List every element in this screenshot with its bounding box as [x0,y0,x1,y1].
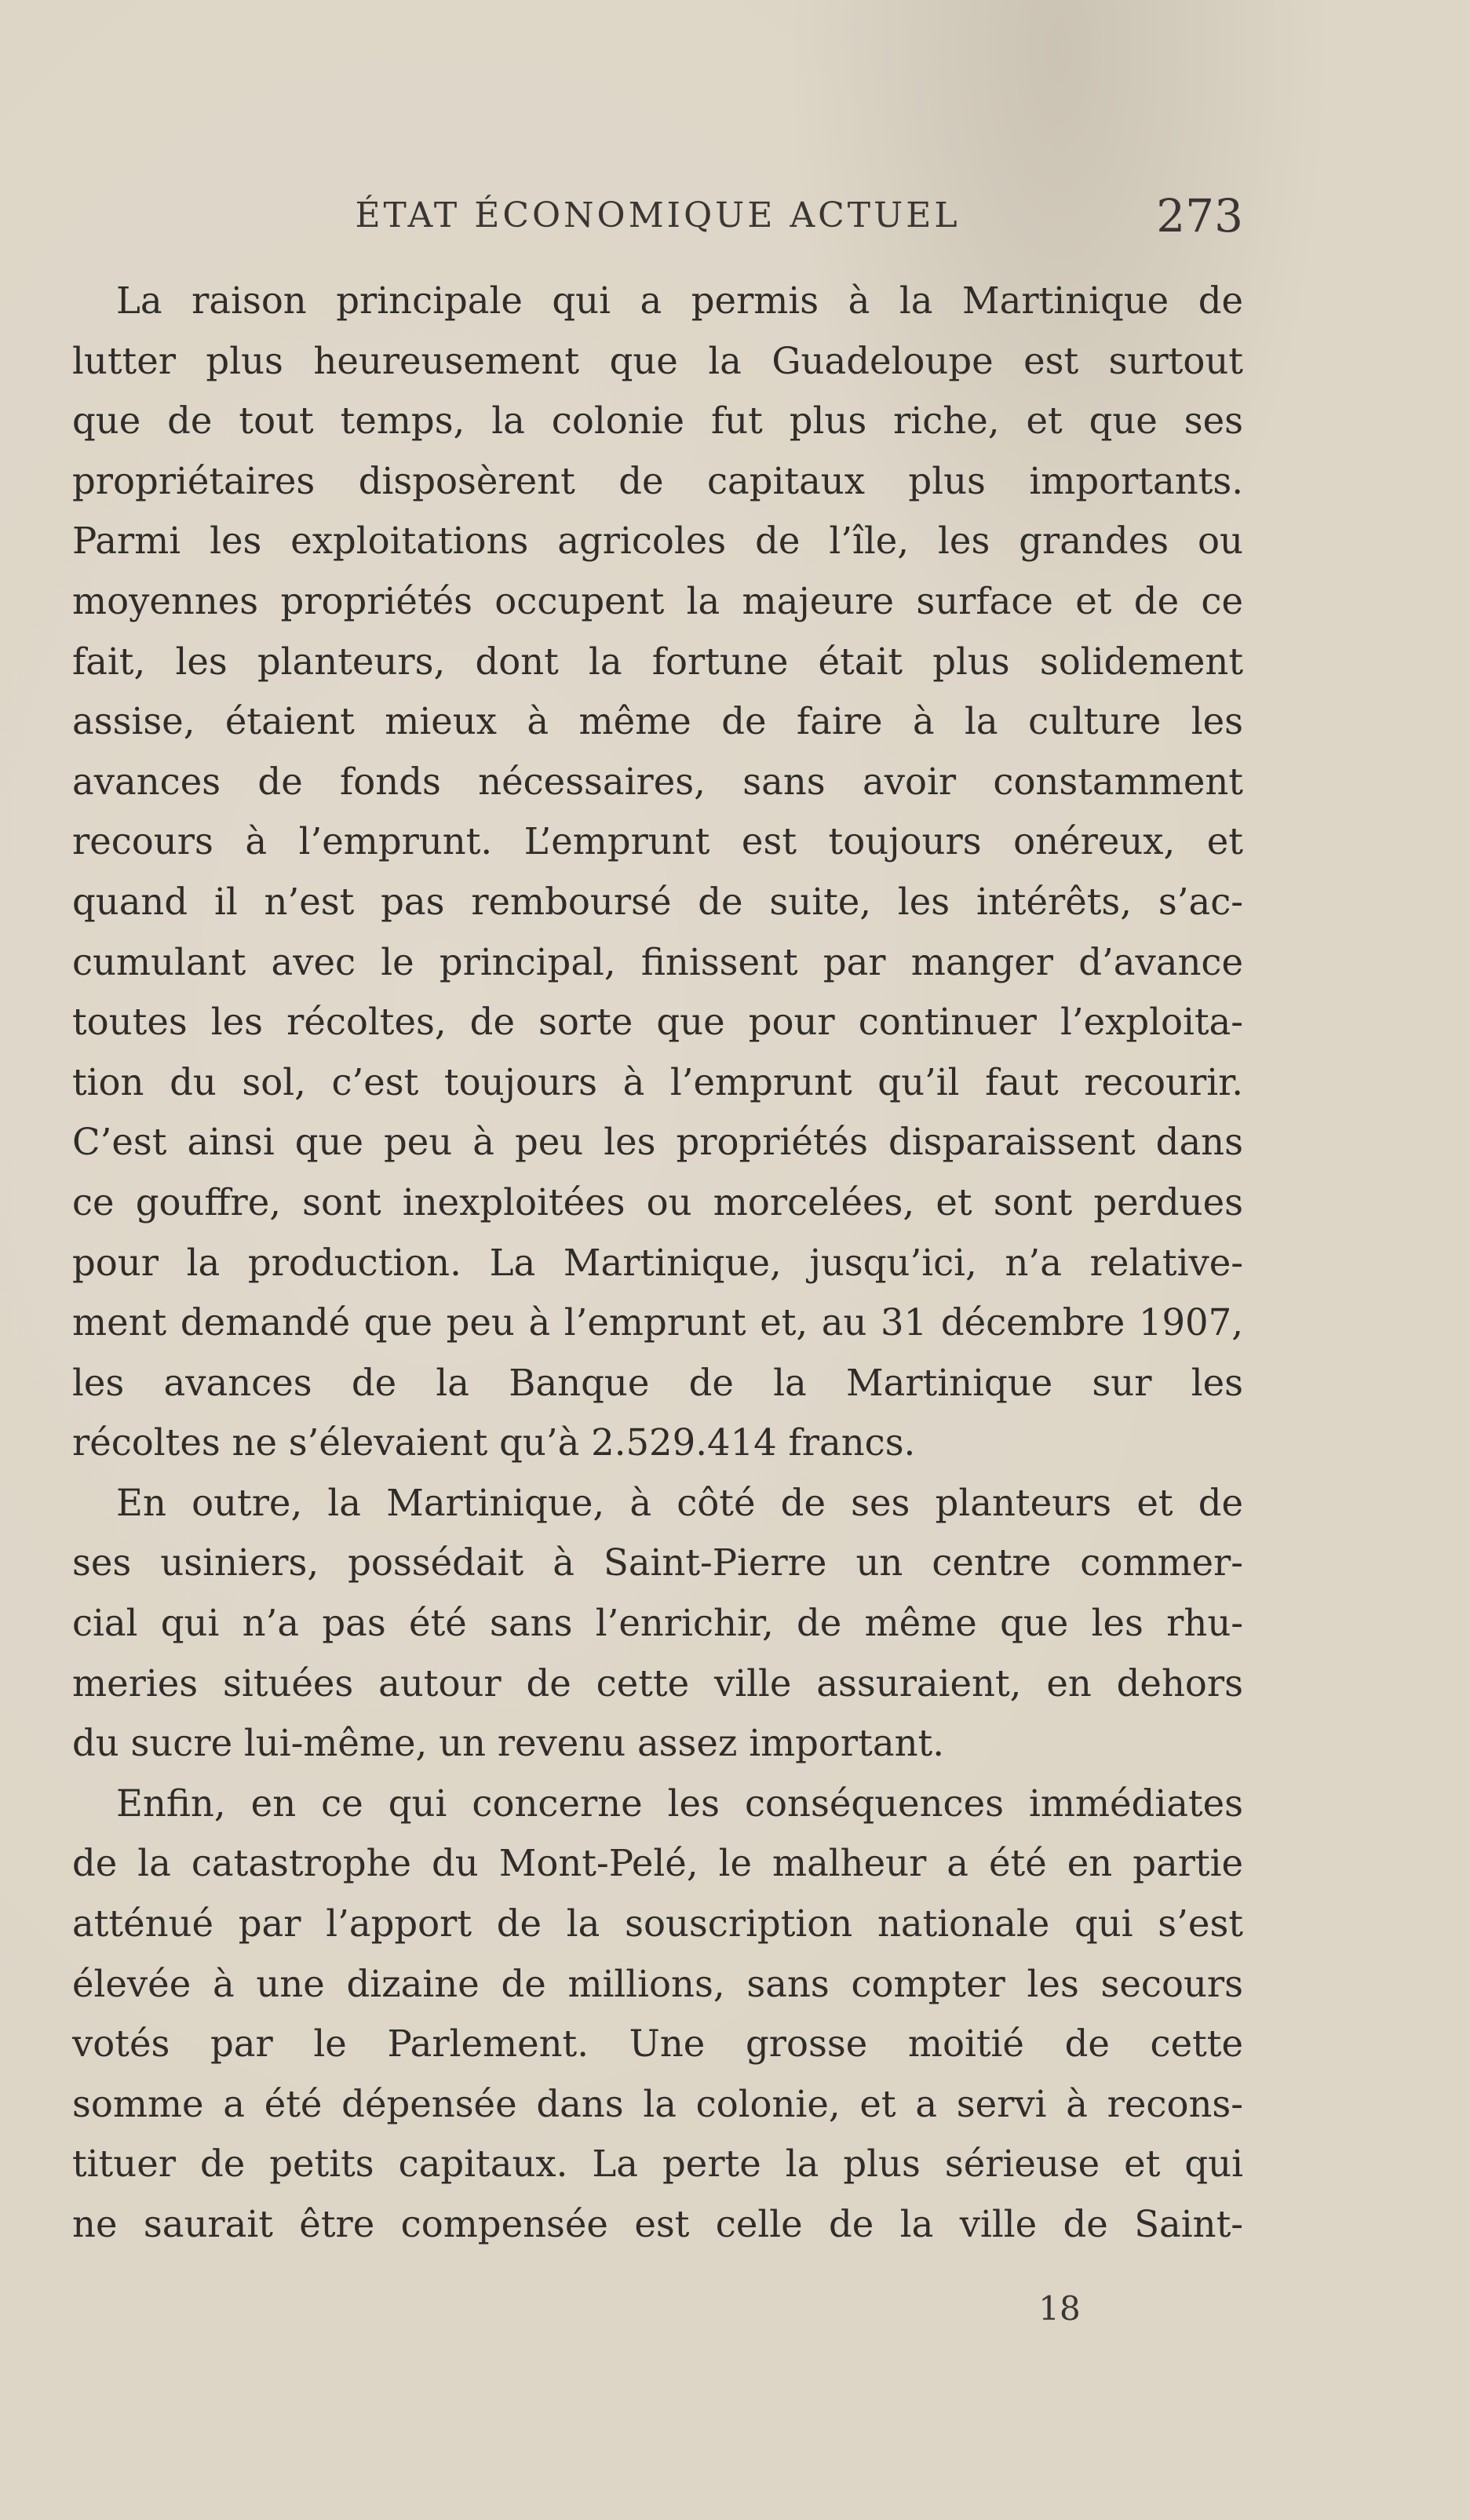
text-line: fait, les planteurs, dont la fortune était plus solidement [72,640,1243,683]
running-head [72,188,1243,243]
text-line: lutter plus heureusement que la Guadeloupe est surtout [72,339,1243,382]
text-line: tituer de petits capitaux. La perte la plus sérieuse et qui [72,2143,1243,2186]
text-line: meries situées autour de cette ville assuraient, en dehors [72,1661,1243,1705]
text-line: C’est ainsi que peu à peu les propriétés disparaissent dans [72,1121,1243,1164]
text-line: ment demandé que peu à l’emprunt et, au 31 décembre 1907, [72,1301,1243,1344]
text-line: Parmi les exploitations agricoles de l’île, les grandes ou [72,520,1243,563]
text-line: recours à l’emprunt. L’emprunt est toujours onéreux, et [72,820,1243,863]
text-line: que de tout temps, la colonie fut plus riche, et que ses [72,399,1243,443]
text-line: ses usiniers, possédait à Saint-Pierre un centre commer- [72,1541,1243,1585]
text-line: ne saurait être compensée est celle de la ville de Saint- [72,2203,1243,2245]
text-line: de la catastrophe du Mont-Pelé, le malheur a été en partie [72,1842,1243,1885]
text-line: les avances de la Banque de la Martinique sur les [72,1361,1243,1404]
signature-mark: 18 [1038,2289,1081,2328]
text-line: atténué par l’apport de la souscription nationale qui s’est [72,1902,1243,1946]
text-line: En outre, la Martinique, à côté de ses planteurs et de [116,1481,1243,1524]
text-line: Enfin, en ce qui concerne les conséquences immédiates [116,1782,1243,1825]
page-number: 273 [1156,189,1243,243]
text-line: votés par le Parlement. Une grosse moitié de cette [72,2022,1243,2066]
text-line: La raison principale qui a permis à la Martinique de [116,279,1243,322]
text-line: récoltes ne s’élevaient qu’à 2.529.414 francs. [72,1421,916,1464]
text-line: assise, étaient mieux à même de faire à la culture les [72,700,1243,743]
text-line: tion du sol, c’est toujours à l’emprunt qu’il faut recourir. [72,1060,1243,1103]
running-title: ÉTAT ÉCONOMIQUE ACTUEL [355,195,961,235]
text-line: ce gouffre, sont inexploitées ou morcelées, et sont perdues [72,1180,1243,1224]
text-line: somme a été dépensée dans la colonie, et a servi à recons- [72,2082,1243,2125]
body-text [72,271,1243,2255]
text-line: propriétaires disposèrent de capitaux plus importants. [72,459,1243,502]
text-line: du sucre lui-même, un revenu assez important. [72,1722,944,1765]
text-line: moyennes propriétés occupent la majeure surface et de ce [72,579,1243,622]
text-line: toutes les récoltes, de sorte que pour continuer l’exploita- [72,1001,1243,1044]
text-line: cial qui n’a pas été sans l’enrichir, de même que les rhu- [72,1602,1243,1645]
text-line: quand il n’est pas remboursé de suite, les intérêts, s’ac- [72,880,1243,923]
text-line: avances de fonds nécessaires, sans avoir constamment [72,760,1243,803]
text-line: élevée à une dizaine de millions, sans compter les secours [72,1962,1243,2005]
text-line: pour la production. La Martinique, jusqu’ici, n’a relative- [72,1241,1243,1284]
text-line: cumulant avec le principal, finissent par manger d’avance [72,940,1243,983]
